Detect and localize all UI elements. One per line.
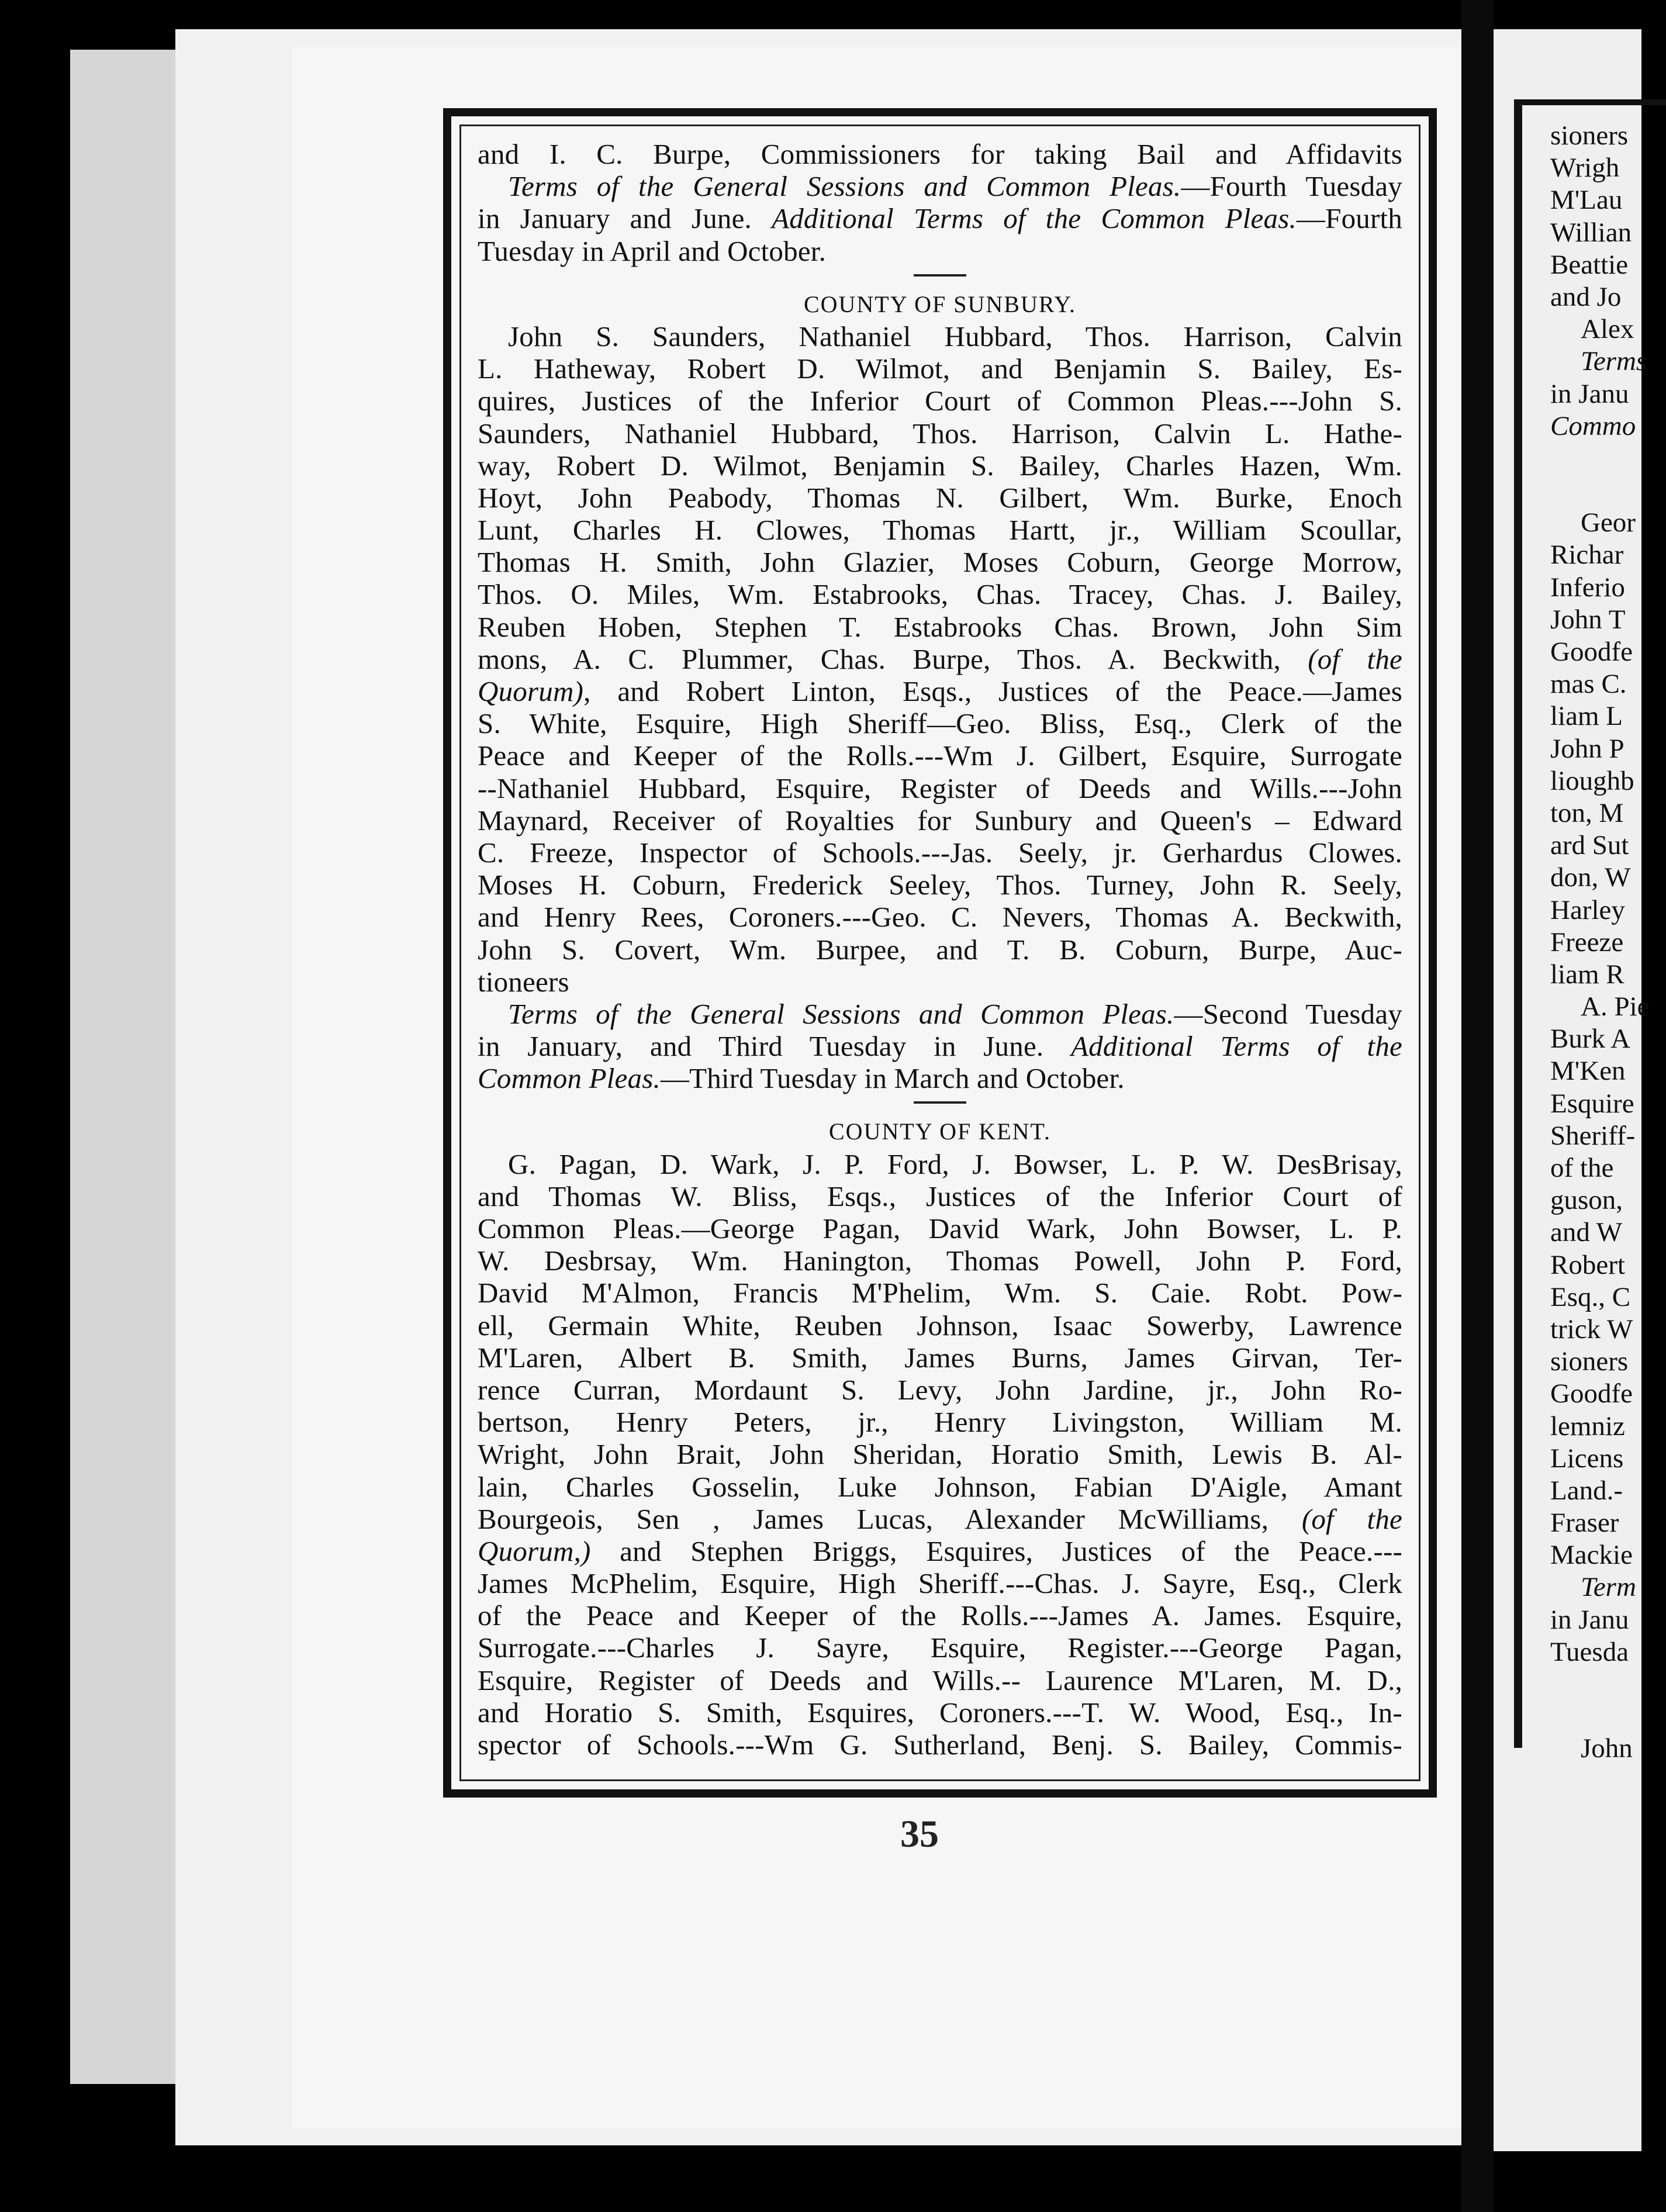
text-line: lain, Charles Gosselin, Luke Johnson, Fabian D'Aigle, Amant xyxy=(478,1470,1402,1503)
next-page-line: don, W xyxy=(1550,862,1631,893)
next-page-line: Esq., C xyxy=(1550,1281,1631,1312)
text-block xyxy=(459,125,1420,1781)
text-line: Common Pleas.—George Pagan, David Wark, John Bowser, L. P. xyxy=(478,1212,1402,1245)
section-heading: COUNTY OF KENT. xyxy=(829,1118,1051,1145)
text-line: quires, Justices of the Inferior Court of Common Pleas.---John S. xyxy=(478,385,1402,417)
next-page-line: sioners xyxy=(1550,1346,1629,1377)
next-page-text xyxy=(1550,120,1650,1765)
next-page-line: Tuesda xyxy=(1550,1636,1629,1667)
text-line: W. Desbrsay, Wm. Hanington, Thomas Powell, John P. Ford, xyxy=(478,1245,1402,1277)
next-page-line: Freeze xyxy=(1550,927,1624,958)
text-line: in January and June. Additional Terms of the Common Pleas.—Fourth xyxy=(478,202,1403,235)
page-number: 35 xyxy=(900,1813,939,1855)
next-page-line: Term xyxy=(1581,1572,1636,1603)
next-page-line: Goodfe xyxy=(1550,637,1633,667)
next-page-line: Burk A xyxy=(1550,1024,1631,1055)
text-line: S. White, Esquire, High Sheriff—Geo. Bliss, Esq., Clerk of the xyxy=(478,707,1402,740)
text-line: and Thomas W. Bliss, Esqs., Justices of the Inferior Court of xyxy=(478,1180,1402,1212)
next-page-line: and Jo xyxy=(1550,281,1622,312)
next-page-line: liam L xyxy=(1550,701,1623,732)
section-rule xyxy=(478,267,1402,288)
text-line: David M'Almon, Francis M'Phelim, Wm. S. Caie. Robt. Pow- xyxy=(478,1277,1402,1309)
text-line: Hoyt, John Peabody, Thomas N. Gilbert, Wm. Burke, Enoch xyxy=(478,481,1402,514)
text-line: Thomas H. Smith, John Glazier, Moses Coburn, George Morrow, xyxy=(478,546,1402,579)
next-page-line: Inferio xyxy=(1550,572,1625,603)
next-page-line: Beattie xyxy=(1550,249,1629,280)
text-line: mons, A. C. Plummer, Chas. Burpe, Thos. A. Beckwith, (of the xyxy=(478,642,1402,675)
next-page-line: lioughb xyxy=(1550,765,1634,796)
text-line: and Henry Rees, Coroners.---Geo. C. Nevers, Thomas A. Beckwith, xyxy=(478,901,1402,934)
next-page-line: in Janu xyxy=(1550,1604,1629,1635)
text-line: Reuben Hoben, Stephen T. Estabrooks Chas. Brown, John Sim xyxy=(478,610,1402,643)
next-page-line: sioners xyxy=(1550,120,1629,151)
text-frame xyxy=(443,108,1437,1798)
text-line: Thos. O. Miles, Wm. Estabrooks, Chas. Tracey, Chas. J. Bailey, xyxy=(478,578,1402,611)
next-page-line: Terms xyxy=(1581,346,1647,377)
text-line: --Nathaniel Hubbard, Esquire, Register of Deeds and Wills.---John xyxy=(478,772,1402,804)
next-page-line xyxy=(1550,1701,1650,1733)
next-page-line: A. Pie xyxy=(1581,991,1650,1022)
text-line: Tuesday in April and October. xyxy=(478,234,827,267)
next-page-line: trick W xyxy=(1550,1314,1633,1345)
text-line: Quorum,) and Stephen Briggs, Esquires, Justices of the Peace.--- xyxy=(478,1534,1402,1567)
next-page-line xyxy=(1550,1668,1650,1701)
next-page-line: Robert xyxy=(1550,1249,1625,1280)
next-page-line: Richar xyxy=(1550,540,1624,571)
next-page-line: Licens xyxy=(1550,1443,1624,1474)
next-page-line: Harley xyxy=(1550,894,1625,925)
text-line: bertson, Henry Peters, jr., Henry Livingston, William M. xyxy=(478,1406,1402,1439)
text-line: Wright, John Brait, John Sheridan, Horatio Smith, Lewis B. Al- xyxy=(478,1438,1402,1471)
text-line: in January, and Third Tuesday in June. Additional Terms of the xyxy=(478,1030,1402,1063)
next-page-line: Goodfe xyxy=(1550,1378,1633,1409)
next-page-line: of the xyxy=(1550,1153,1614,1183)
text-line: way, Robert D. Wilmot, Benjamin S. Bailey, Charles Hazen, Wm. xyxy=(478,449,1402,482)
next-page-line: ard Sut xyxy=(1550,830,1629,861)
text-line: Quorum), and Robert Linton, Esqs., Justices of the Peace.—James xyxy=(478,675,1402,707)
next-page-line: John P xyxy=(1550,733,1624,764)
section-heading: COUNTY OF SUNBURY. xyxy=(803,291,1077,317)
next-page-line: M'Lau xyxy=(1550,185,1623,216)
next-page-line: mas C. xyxy=(1550,669,1627,700)
text-line: Saunders, Nathaniel Hubbard, Thos. Harrison, Calvin L. Hathe- xyxy=(478,417,1402,450)
next-page-line: M'Ken xyxy=(1550,1056,1626,1087)
next-page-line: Alex xyxy=(1581,314,1634,345)
next-page-line: in Janu xyxy=(1550,378,1629,409)
binding-edge xyxy=(70,50,191,2084)
next-page-line: ton, M xyxy=(1550,797,1624,828)
text-line: M'Laren, Albert B. Smith, James Burns, James Girvan, Ter- xyxy=(478,1341,1402,1374)
text-line: Surrogate.---Charles J. Sayre, Esquire, Register.---George Pagan, xyxy=(478,1632,1402,1664)
next-page-line: Land.- xyxy=(1550,1475,1623,1506)
next-page-line: Fraser xyxy=(1550,1508,1619,1539)
text-line: rence Curran, Mordaunt S. Levy, John Jardine, jr., John Ro- xyxy=(478,1373,1402,1406)
next-page-line: and W xyxy=(1550,1217,1623,1248)
next-page-line: John T xyxy=(1550,604,1626,635)
text-line: Moses H. Coburn, Frederick Seeley, Thos. Turney, John R. Seely, xyxy=(478,869,1402,901)
text-line: Terms of the General Sessions and Common Pleas.—Second Tuesday xyxy=(508,997,1402,1030)
next-page-line xyxy=(1550,443,1650,475)
text-line: Esquire, Register of Deeds and Wills.-- Laurence M'Laren, M. D., xyxy=(478,1664,1402,1696)
text-line: tioneers xyxy=(478,965,569,998)
text-line: Maynard, Receiver of Royalties for Sunbury and Queen's – Edward xyxy=(478,804,1402,837)
text-line: and I. C. Burpe, Commissioners for taking Bail and Affidavits xyxy=(478,138,1402,170)
next-page-line: liam R xyxy=(1550,959,1624,990)
text-line: Terms of the General Sessions and Common Pleas.—Fourth Tuesday xyxy=(508,170,1403,203)
book-gutter xyxy=(1461,0,1494,2212)
text-line: Common Pleas.—Third Tuesday in March and October. xyxy=(478,1062,1125,1095)
next-page-line: Esquire xyxy=(1550,1088,1634,1119)
text-line: Lunt, Charles H. Clowes, Thomas Hartt, jr., William Scoullar, xyxy=(478,514,1402,547)
text-line: John S. Saunders, Nathaniel Hubbard, Thos. Harrison, Calvin xyxy=(508,320,1402,352)
next-page-line: Commo xyxy=(1550,410,1636,441)
section-rule xyxy=(478,1094,1402,1115)
text-line: and Horatio S. Smith, Esquires, Coroners.---T. W. Wood, Esq., In- xyxy=(478,1696,1402,1729)
next-page-line: Geor xyxy=(1581,507,1636,538)
next-page-line: Sheriff- xyxy=(1550,1120,1636,1151)
text-line: of the Peace and Keeper of the Rolls.---James A. James. Esquire, xyxy=(478,1599,1402,1632)
text-line: spector of Schools.---Wm G. Sutherland, Benj. S. Bailey, Commis- xyxy=(478,1729,1402,1761)
next-page-line xyxy=(1550,475,1650,507)
text-line: G. Pagan, D. Wark, J. P. Ford, J. Bowser, L. P. W. DesBrisay, xyxy=(508,1148,1402,1180)
next-page-line: Willian xyxy=(1550,217,1632,248)
text-line: John S. Covert, Wm. Burpee, and T. B. Coburn, Burpe, Auc- xyxy=(478,933,1402,966)
text-line: ell, Germain White, Reuben Johnson, Isaac Sowerby, Lawrence xyxy=(478,1309,1402,1342)
next-page-line: John xyxy=(1581,1733,1633,1764)
next-page-line: lemniz xyxy=(1550,1411,1625,1442)
next-page-line: Wrigh xyxy=(1550,153,1620,184)
text-line: James McPhelim, Esquire, High Sheriff.---Chas. J. Sayre, Esq., Clerk xyxy=(478,1567,1402,1600)
text-line: C. Freeze, Inspector of Schools.---Jas. Seely, jr. Gerhardus Clowes. xyxy=(478,836,1402,869)
next-page-line: guson, xyxy=(1550,1185,1623,1216)
next-page-line: Mackie xyxy=(1550,1540,1633,1571)
text-line: L. Hatheway, Robert D. Wilmot, and Benjamin S. Bailey, Es- xyxy=(478,352,1402,385)
text-line: Peace and Keeper of the Rolls.---Wm J. Gilbert, Esquire, Surrogate xyxy=(478,739,1402,772)
text-line: Bourgeois, Sen , James Lucas, Alexander McWilliams, (of the xyxy=(478,1502,1402,1535)
